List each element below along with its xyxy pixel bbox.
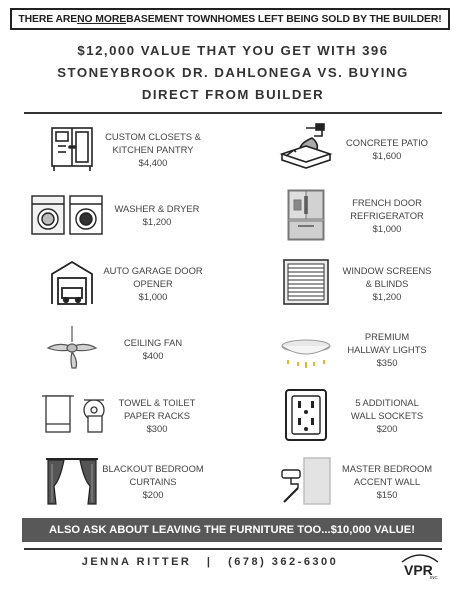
item-french-door-fridge-text (332, 188, 442, 242)
washer-dryer-icon (30, 188, 104, 242)
item-label-line: & BLINDS (365, 277, 409, 289)
furniture-callout: ALSO ASK ABOUT LEAVING THE FURNITURE TOO...$10,000 VALUE! (22, 518, 442, 542)
logo-sub-text: INC (430, 575, 438, 580)
agent-name: JENNA RITTER (81, 556, 192, 568)
item-label-line: PAPER RACKS (124, 409, 190, 421)
item-washer-dryer-text (102, 188, 212, 242)
item-label-line: CONCRETE PATIO (346, 137, 428, 148)
item-blackout-curtains (42, 454, 212, 508)
item-label-line: MASTER BEDROOM (341, 462, 433, 474)
item-price: $200 (376, 422, 398, 434)
garage-icon (42, 256, 102, 310)
refrigerator-icon (276, 188, 336, 242)
item-price: $1,000 (138, 290, 168, 302)
item-label-line: TOWEL & TOILET (118, 396, 196, 408)
item-window-screens (276, 256, 446, 310)
item-label-line: 5 ADDITIONAL (355, 396, 419, 408)
contact-separator: | (206, 556, 213, 568)
top-banner (10, 8, 450, 30)
logo-text: VPR (404, 562, 433, 578)
item-ceiling-fan-text (98, 322, 208, 376)
headline-line-1: $12,000 VALUE THAT YOU GET WITH 396 (77, 43, 389, 58)
item-price: $1,200 (372, 290, 402, 302)
item-label-line: CURTAINS (129, 475, 177, 487)
item-label-line: OPENER (133, 277, 173, 289)
item-price: $150 (376, 488, 398, 500)
item-label-line: ACCENT WALL (353, 475, 421, 487)
item-price: $300 (146, 422, 168, 434)
curtains-icon (42, 454, 102, 508)
banner-emphasis: NO MORE (77, 13, 127, 25)
item-price: $400 (142, 350, 164, 361)
ceiling-fan-icon (42, 322, 102, 376)
item-label-line: KITCHEN PANTRY (112, 143, 194, 155)
item-label-line: WINDOW SCREENS (342, 264, 432, 276)
item-label-line: HALLWAY LIGHTS (347, 343, 427, 355)
item-label-line: WALL SOCKETS (350, 409, 424, 421)
item-blackout-curtains-text (98, 454, 208, 508)
headline-line-3: DIRECT FROM BUILDER (141, 87, 325, 102)
cement-mixer-icon (276, 122, 336, 176)
item-label-line: REFRIGERATOR (350, 209, 424, 221)
item-label-line: BLACKOUT BEDROOM (102, 462, 204, 474)
item-label-line: CUSTOM CLOSETS & (105, 130, 201, 142)
item-wall-sockets (276, 388, 446, 442)
item-price: $1,600 (372, 150, 402, 161)
item-hallway-lights (276, 322, 446, 376)
item-price: $1,200 (142, 216, 172, 227)
paint-roller-icon (276, 454, 336, 508)
item-label-line: AUTO GARAGE DOOR (103, 264, 203, 276)
wall-socket-icon (276, 388, 336, 442)
item-garage-opener (42, 256, 212, 310)
banner-text-end: BASEMENT TOWNHOMES LEFT BEING SOLD BY THE BUILDER! (126, 13, 442, 25)
item-label-line: FRENCH DOOR (352, 196, 422, 208)
item-price: $350 (376, 356, 398, 368)
item-concrete-patio (276, 122, 446, 176)
banner-text-start: THERE ARE (18, 13, 78, 25)
item-towel-racks (36, 388, 212, 442)
item-custom-closets (42, 122, 212, 176)
headline-divider (24, 112, 442, 114)
item-label-line: CEILING FAN (123, 337, 183, 348)
ceiling-light-icon (276, 322, 336, 376)
headline (14, 40, 452, 106)
agent-phone: (678) 362-6300 (228, 556, 339, 568)
item-accent-wall (276, 454, 446, 508)
item-garage-opener-text (98, 256, 208, 310)
item-label-line: WASHER & DRYER (114, 203, 200, 214)
item-french-door-fridge (276, 188, 446, 242)
item-washer-dryer (30, 188, 212, 242)
agent-contact (40, 556, 380, 568)
item-wall-sockets-text (332, 388, 442, 442)
item-towel-racks-text (102, 388, 212, 442)
window-blinds-icon (276, 256, 336, 310)
item-price: $200 (142, 488, 164, 500)
item-concrete-patio-text (332, 122, 442, 176)
towel-rack-icon (36, 388, 110, 442)
footer-divider (24, 548, 442, 550)
item-accent-wall-text (332, 454, 442, 508)
item-custom-closets-text (98, 122, 208, 176)
item-window-screens-text (332, 256, 442, 310)
item-hallway-lights-text (332, 322, 442, 376)
item-ceiling-fan (42, 322, 212, 376)
item-price: $1,000 (372, 222, 402, 234)
item-label-line: PREMIUM (364, 330, 410, 342)
closet-icon (42, 122, 102, 176)
vpr-logo (398, 548, 442, 582)
item-price: $4,400 (138, 156, 168, 168)
headline-line-2: STONEYBROOK DR. DAHLONEGA VS. BUYING (57, 65, 409, 80)
